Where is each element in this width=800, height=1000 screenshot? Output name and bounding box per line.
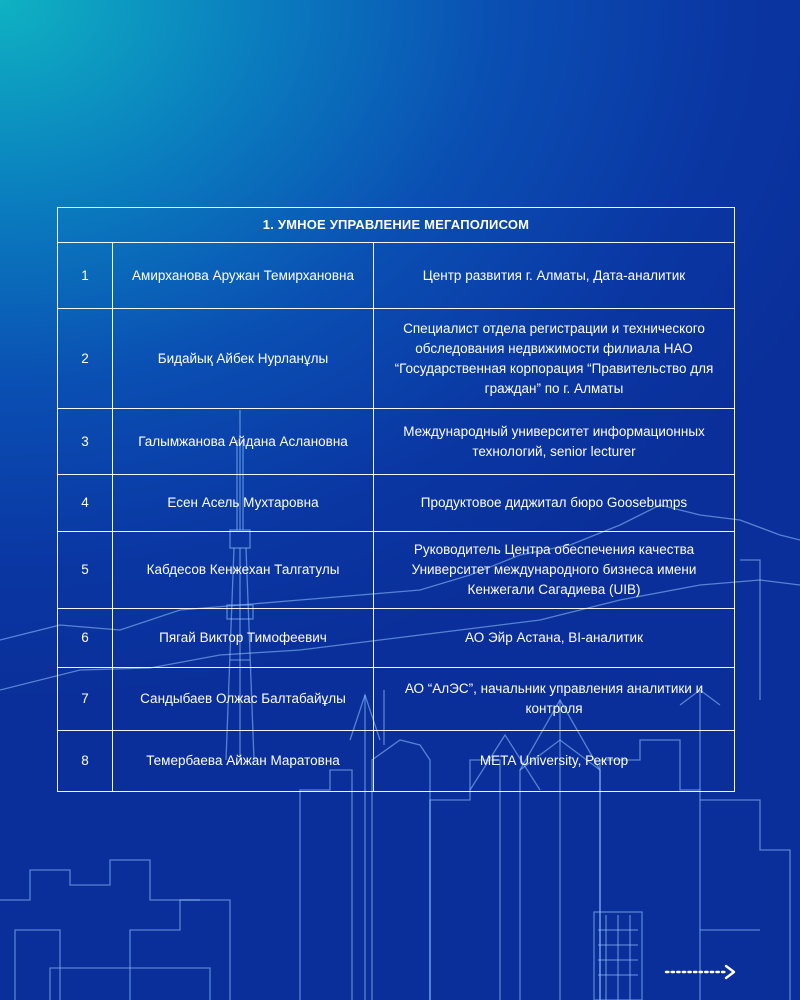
- participant-name: Сандыбаев Олжас Балтабайұлы: [113, 668, 374, 731]
- table-row: [58, 409, 735, 475]
- participant-name: Есен Асель Мухтаровна: [113, 475, 374, 532]
- table-row: [58, 668, 735, 731]
- participant-name: Амирханова Аружан Темирхановна: [113, 243, 374, 309]
- participant-name: Пягай Виктор Тимофеевич: [113, 609, 374, 668]
- participant-name: Кабдесов Кенжехан Талгатулы: [113, 532, 374, 609]
- participant-organization: Центр развития г. Алматы, Дата-аналитик: [374, 243, 735, 309]
- participants-table: [57, 207, 735, 792]
- row-number: 3: [58, 409, 113, 475]
- participant-organization: Специалист отдела регистрации и технического обследования недвижимости филиала НАО “Государственная корпорация “Правительство для граждан” по г. Алматы: [374, 309, 735, 409]
- participant-organization: Международный университет информационных технологий, senior lecturer: [374, 409, 735, 475]
- participant-organization: АО Эйр Астана, BI-аналитик: [374, 609, 735, 668]
- table-header-row: [58, 208, 735, 243]
- row-number: 5: [58, 532, 113, 609]
- table-row: [58, 243, 735, 309]
- row-number: 4: [58, 475, 113, 532]
- participants-table-container: [57, 207, 734, 792]
- row-number: 2: [58, 309, 113, 409]
- table-row: [58, 731, 735, 792]
- table-row: [58, 609, 735, 668]
- participant-organization: Продуктовое диджитал бюро Goosebumps: [374, 475, 735, 532]
- participant-name: Бидайық Айбек Нурланұлы: [113, 309, 374, 409]
- table-row: [58, 475, 735, 532]
- participant-name: Галымжанова Айдана Аслановна: [113, 409, 374, 475]
- table-row: [58, 532, 735, 609]
- row-number: 7: [58, 668, 113, 731]
- dotted-arrow-right-icon[interactable]: [664, 962, 740, 982]
- participant-organization: Руководитель Центра обеспечения качества Университет международного бизнеса имени Кенжегали Сагадиева (UIB): [374, 532, 735, 609]
- row-number: 8: [58, 731, 113, 792]
- section-title: 1. УМНОЕ УПРАВЛЕНИЕ МЕГАПОЛИСОМ: [58, 208, 735, 243]
- participant-name: Темербаева Айжан Маратовна: [113, 731, 374, 792]
- participant-organization: META University, Ректор: [374, 731, 735, 792]
- row-number: 6: [58, 609, 113, 668]
- row-number: 1: [58, 243, 113, 309]
- participant-organization: АО “АлЭС”, начальник управления аналитики и контроля: [374, 668, 735, 731]
- table-row: [58, 309, 735, 409]
